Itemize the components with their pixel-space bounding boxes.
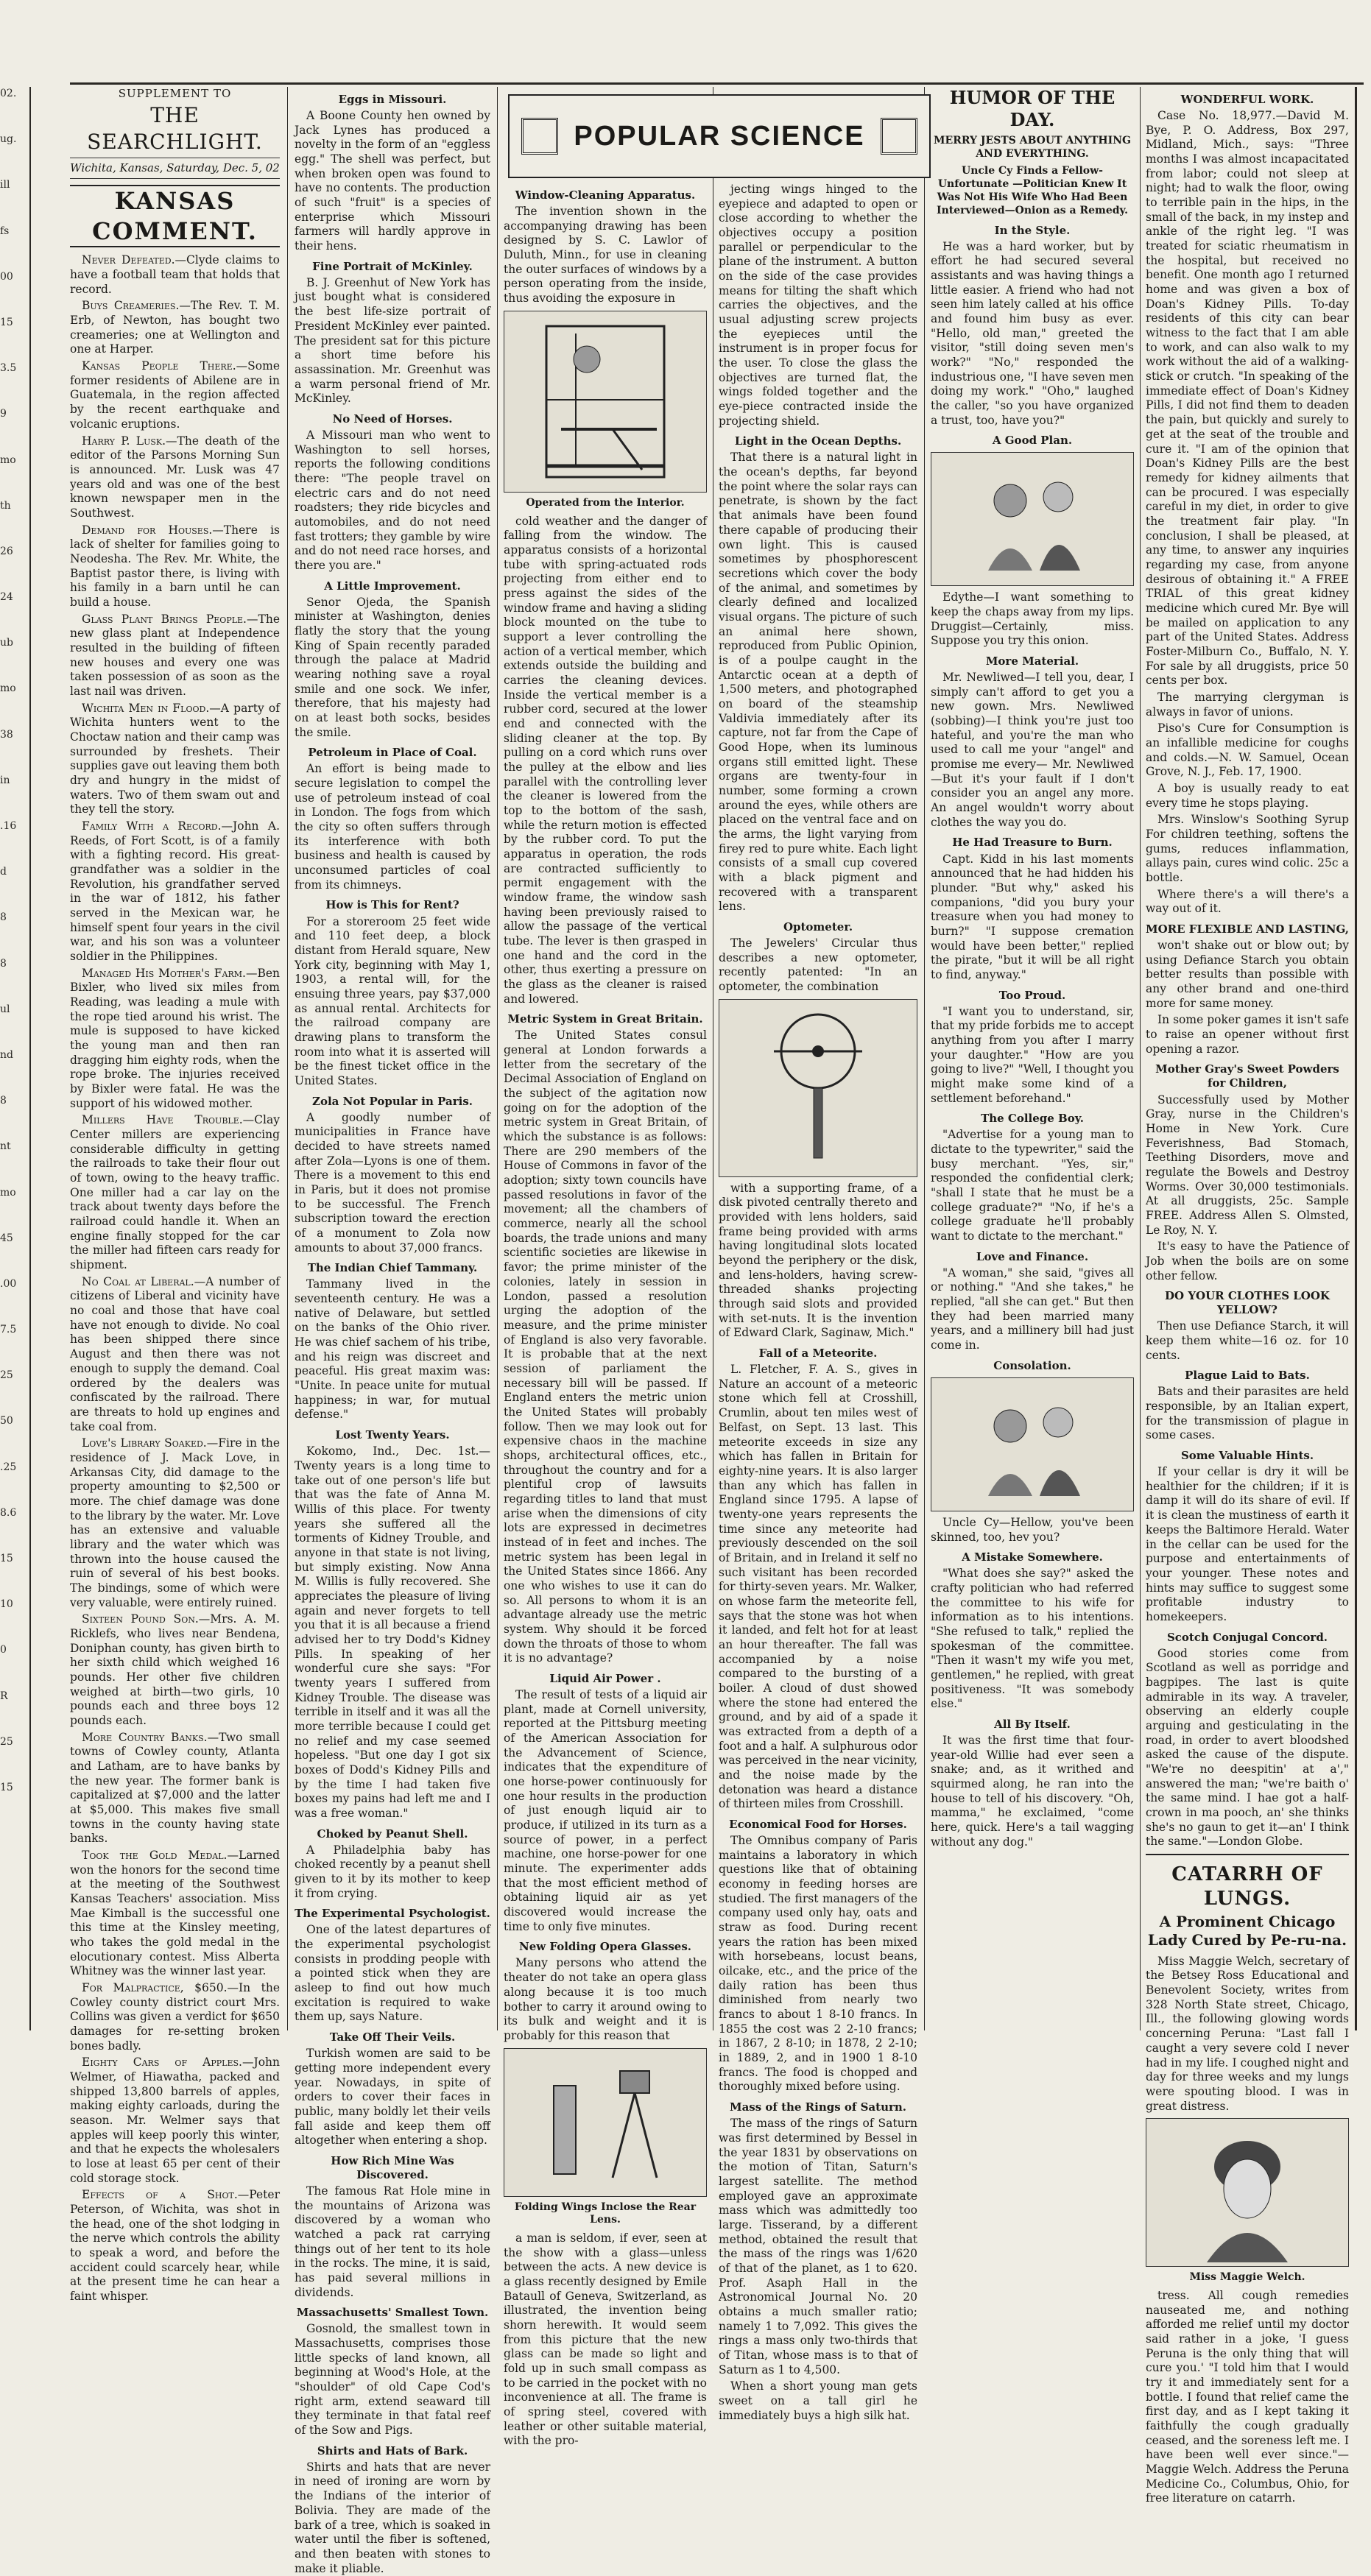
edge-fragment: .00 bbox=[0, 1277, 17, 1290]
kansas-item-lead: Millers Have Trouble. bbox=[82, 1113, 243, 1127]
right-border bbox=[1355, 87, 1357, 2030]
column-rule-4 bbox=[924, 87, 925, 2030]
article-title: How Rich Mine Was Discovered. bbox=[331, 2153, 454, 2181]
kansas-item bbox=[70, 1612, 280, 1728]
article-title: Mass of the Rings of Saturn. bbox=[729, 2100, 907, 2114]
edge-fragment: 8.6 bbox=[0, 1506, 17, 1519]
optometer-drawing-icon bbox=[752, 1007, 884, 1169]
kansas-item-text: —Peter Peterson, of Wichita, was shot in the head, one of the shot lodging in the nerve which controls the ability to speak a word, and before the accident could scarcely hear, while at the present time he can hear a faint whisper. bbox=[70, 2188, 280, 2304]
article-body: A Boone County hen owned by Jack Lynes has produced a novelty in the form of an "eggless egg." The shell was perfect, but when broken open was found to have no contents. The production of such "fruit" is a species of enterprise which Missouri farmers will hardly approve in their hens. bbox=[295, 109, 490, 253]
kansas-item-text: —Two small towns of Cowley county, Atlanta and Latham, are to have banks by the new year. The former bank is capitalized at $7,000 and the latter at $5,000. This makes five small towns in the county having state banks. bbox=[70, 1730, 280, 1846]
kansas-item-text: —A number of citizens of Liberal and vicinity have no coal and those that have coal have not enough to divide. No coal has been shipped there since August and then there was not enough to supply the demand. Coal ordered by the dealers was confiscated by the railroad. There are threats to hold up engines and take coal from. bbox=[70, 1274, 280, 1433]
article-body: Kokomo, Ind., Dec. 1st.—Twenty years is a long time to take out of one person's life but that was the fate of Anna M. Willis of this place. For twenty years she suffered all the torments of Kidney Trouble, and anyone in that state is not living, but simply existing. Now Anna M. Willis is fully recovered. She appreciates the pleasure of living again and never forgets to tell you that it is all because a friend advised her to try Dodd's Kidney Pills. In speaking of her wonderful cure she says: "For twenty years I suffered from Kidney Trouble. The disease was terrible in itself and it was all the more terrible because I could get no relief and my case seemed hopeless. "But one day I got six boxes of Dodd's Kidney Pills and by the time I had taken five boxes my pains had left me and I was a free woman." bbox=[295, 1444, 490, 1820]
edge-fragment: in bbox=[0, 774, 10, 786]
edge-fragment: 15 bbox=[0, 316, 13, 328]
article-body: It's easy to have the Patience of Job when the boils are on some other fellow. bbox=[1146, 1240, 1349, 1282]
kansas-item-lead: Managed His Mother's Farm. bbox=[82, 966, 246, 980]
article-body: Tammany lived in the seventeenth century. He was a native of Delaware, but settled on the banks of the Ohio river. He was chief sachem of his tribe, and his reign was discreet and peaceful. His great maxim was: "Unite. In peace unite for mutual happiness; in war, for mutual defense." bbox=[295, 1277, 490, 1422]
kansas-item bbox=[70, 613, 280, 699]
article-body: For a storeroom 25 feet wide and 110 feet deep, a block distant from Herald square, New York city, beginning with May 1, 1903, a rental will, for the ensuing three years, pay $37,000 as annual rental. Architects for the railroad company are drawing plans to transform the room into what it is asserted will be the finest ticket office in the United States. bbox=[295, 914, 490, 1087]
article-title: Light in the Ocean Depths. bbox=[734, 434, 902, 448]
kansas-item bbox=[70, 1849, 280, 1979]
article-body: Shirts and hats that are never in need of ironing are worn by the Indians of the interior of Bolivia. They are made of the bark of a tree, which is soaked in water until the fiber is softened, and then beaten with stones to make it pliable. bbox=[295, 2460, 490, 2575]
kansas-item-lead: Love's Library Soaked. bbox=[82, 1436, 207, 1450]
edge-fragment: 38 bbox=[0, 728, 13, 741]
article-body: The United States consul general at London forwards a letter from the secretary of the Decimal Association of England on the subject of the agitation now going on for the adoption of the metric system in Great Britain, of which the substance is as follows: There are 290 members of the House of Commons in favor of the adoption; sixty town councils have passed resolutions in favor of the movement; all the chambers of commerce, nearly all the school boards, the trade unions and many scientific societies are likewise in favor; the prime minister of the colonies, lately in session in London, passed a resolution urging the adoption of the measure, and the prime minister of England is also very favorable. It is probable that at the next session of parliament the necessary bill will be passed. If England enters the metric union the United States will probably follow. Then we may look out for expensive chaos in the machine shops, architectural offices, etc., throughout the country and for a plentiful crop of lawsuits regarding titles to land that must arise when the dimensions of city lots are expressed in decimetres instead of in feet and inches. The metric system has been legal in the United States since 1866. Any one who wishes to use it can do so. All persons to whom it is an advantage already use the metric system. Why should it be forced down the throats of those to whom it is no advantage? bbox=[504, 1028, 707, 1665]
kansas-item-lead: Wichita Men in Flood. bbox=[82, 701, 210, 715]
kansas-comment-items bbox=[70, 253, 280, 2304]
article-body: Mrs. Winslow's Soothing Syrup For children teething, softens the gums, reduces inflammation, allays pain, cures wind colic. 25c a bottle. bbox=[1146, 813, 1349, 884]
article-body: The famous Rat Hole mine in the mountains of Arizona was discovered by a woman who watched a pack rat carrying things out of her tent to its hole in the rocks. The mine, it is said, has paid several millions in dividends. bbox=[295, 2184, 490, 2299]
article-body: A goodly number of municipalities in France have decided to have streets named after Zola—Lyons is one of them. There is a movement to this end in Paris, but it does not promise to be successful. The French subscription toward the erection of a monument to Zola now amounts to about 37,000 francs. bbox=[295, 1110, 490, 1255]
catarrh-title: CATARRH OF LUNGS. bbox=[1171, 1863, 1323, 1910]
kansas-item-lead: Harry P. Lusk. bbox=[82, 434, 166, 448]
kansas-item-text: —Mrs. A. M. Ricklefs, who lives near Bendena, Doniphan county, has given birth to her sixth child which weighed 16 pounds. Her other five children weighed at birth—two girls, 10 pounds each and three boys 12 pounds each. bbox=[70, 1612, 280, 1727]
article-title: In the Style. bbox=[994, 223, 1071, 237]
catarrh-body: Miss Maggie Welch, secretary of the Betsey Ross Educational and Benevolent Society, writes from 328 North State street, Chicago, Ill., the following glowing words concerning Peruna: "Last fall I caught a very severe cold I never had in my life. I coughed night and day for three weeks and my lungs were spouting blood. I was in great distress. bbox=[1146, 1954, 1349, 2113]
edge-fragment: 8 bbox=[0, 911, 7, 924]
article-title: Fine Portrait of McKinley. bbox=[312, 259, 473, 273]
article-title: Eggs in Missouri. bbox=[338, 93, 447, 106]
kansas-item-text: —A party of Wichita hunters went to the Choctaw nation and their camp was surrounded by freshets. Their supplies gave out leaving them both dry and hungry in the midst of waters. Two of them swam out and they tell the story. bbox=[70, 701, 280, 816]
column-kansas-comment bbox=[70, 87, 281, 2304]
article-body: One of the latest departures of the experimental psychologist consists in prodding people with a pointed stick when they are asleep to find out how much excitation is required to wake them up, says Nature. bbox=[295, 1923, 490, 2024]
article-body: If your cellar is dry it will be healthier for the children; if it is damp it will do its share of evil. If it is clean the mustiness of earth it keeps the Baltimore Herald. Water in the cellar can be used for the purpose and entertainments of your younger. These notes and hints may suffice to suggest some profitable industry to homekeepers. bbox=[1146, 1465, 1349, 1623]
article-title: Petroleum in Place of Coal. bbox=[308, 746, 477, 760]
edge-fragment: 26 bbox=[0, 545, 13, 557]
edge-fragment: 0 bbox=[0, 1644, 7, 1656]
article-title: MORE FLEXIBLE AND LASTING, bbox=[1146, 922, 1349, 936]
edge-fragment: 15 bbox=[0, 1781, 13, 1793]
article-body: Successfully used by Mother Gray, nurse in the Children's Home in New York. Cure Feverishness, Bad Stomach, Teething Disorders, move and regulate the Bowels and Destroy Worms. Over 30,000 testimonials. At all druggists, 25c. Sample FREE. Address Allen S. Olmsted, Le Roy, N. Y. bbox=[1146, 1093, 1349, 1237]
ornament-left-icon bbox=[521, 118, 558, 155]
edge-fragment: 8 bbox=[0, 1095, 7, 1107]
article-title: Some Valuable Hints. bbox=[1180, 1449, 1314, 1463]
edge-fragment: ub bbox=[0, 637, 13, 649]
left-edge-rule bbox=[29, 87, 31, 2030]
column-2-articles bbox=[295, 93, 490, 2576]
window-cleaner-drawing-icon bbox=[532, 319, 679, 484]
masthead-date: Wichita, Kansas, Saturday, Dec. 5, 02 bbox=[70, 158, 280, 179]
column-6 bbox=[1146, 87, 1349, 2505]
article-body: The mass of the rings of Saturn was first determined by Bessel in the year 1831 by observations on the motion of Titan, Saturn's largest satellite. The method employed gave an approximate mass which was admittedly too large. Tisserand, by a different method, obtained the result that the mass of the rings was 1/620 of that of the planet, as 1 to 620. Prof. Asaph Hall in the Astronomical Journal No. 20 obtains a much smaller ratio; namely 1 to 7,092. This gives the rings a mass only two-thirds that of Titan, whose mass is to that of Saturn as 1 to 4,500. bbox=[719, 2117, 917, 2376]
kansas-item-text: —Ben Bixler, who lived six miles from Reading, was leading a mule with the rope tied around his wrist. The mule is supposed to have kicked the young man and then ran dragging him eighty rods, when the rope broke. The injuries received by Bixler were fatal. He was the support of his widowed mother. bbox=[70, 966, 280, 1110]
good-plan-cartoon bbox=[931, 452, 1134, 586]
article-title: The College Boy. bbox=[981, 1112, 1084, 1126]
column-rule-1 bbox=[287, 87, 288, 2030]
article-body: The Omnibus company of Paris maintains a laboratory in which questions like that of obtaining economy in feeding horses are studied. The first managers of the company used only hay, oats and straw as food. During recent years the ration has been mixed with horsebeans, locust beans, oilcake, etc., and the price of the daily ration has been thus diminished from nearly two francs to about 1 8-10 francs. In 1855 the cost was 2 2-10 francs; in 1867, 2 8-10; in 1878, 2 2-10; in 1889, 2, and in 1900 1 8-10 francs. The food is chopped and thoroughly mixed before using. bbox=[719, 1834, 917, 2094]
edge-fragment: 25 bbox=[0, 1369, 13, 1382]
kansas-item-lead: Kansas People There. bbox=[82, 359, 236, 373]
article-body: Senor Ojeda, the Spanish minister at Washington, denies flatly the story that the young King of Spain recently paraded through the palace at Madrid wearing nothing save a royal smile and one sock. We infer, therefore, that his majesty had on at least both socks, besides the smile. bbox=[295, 595, 490, 739]
article-title: Fall of a Meteorite. bbox=[758, 1347, 878, 1361]
kansas-item-lead: Sixteen Pound Son. bbox=[82, 1612, 199, 1626]
edge-fragment: 8 bbox=[0, 957, 7, 970]
article-title: New Folding Opera Glasses. bbox=[519, 1940, 691, 1954]
kansas-item bbox=[70, 1731, 280, 1846]
article-body: A boy is usually ready to eat every time he stops playing. bbox=[1146, 781, 1349, 810]
edge-fragment: ug. bbox=[0, 133, 17, 146]
kansas-item bbox=[70, 2188, 280, 2304]
article-title: The Experimental Psychologist. bbox=[295, 1907, 490, 1921]
kansas-item-lead: Glass Plant Brings People. bbox=[82, 612, 247, 626]
kansas-item-lead: Never Defeated. bbox=[82, 253, 175, 267]
article-title: Too Proud. bbox=[998, 988, 1066, 1002]
kansas-item-text: —Some former residents of Abilene are in Guatemala, in the region affected by the recent earthquake and volcanic eruptions. bbox=[70, 359, 280, 431]
article-title: Zola Not Popular in Paris. bbox=[312, 1094, 473, 1108]
edge-fragment: 50 bbox=[0, 1415, 13, 1428]
kansas-item-text: —The Rev. T. M. Erb, of Newton, has bought two creameries; one at Wellington and one at Harper. bbox=[70, 299, 280, 356]
article-title: Shirts and Hats of Bark. bbox=[317, 2443, 468, 2457]
edge-fragment: 24 bbox=[0, 591, 13, 604]
consolation-cartoon bbox=[931, 1377, 1134, 1511]
article-body: L. Fletcher, F. A. S., gives in Nature an account of a meteoric stone which fell at Crosshill, Crumlin, about ten miles west of Belfast, on Sept. 13 last. This meteorite exceeds in size any which has fallen in Britain for eighty-nine years. It is also larger than any which has fallen in England since 1795. A lapse of twenty-one years represents the time since any meteorite had previously descended on the soil of Britain, and in Ireland it self no such visitant has been recorded for thirty-seven years. Mr. Walker, on whose farm the meteorite fell, says that the stone was hot when it landed, and felt hot for at least an hour thereafter. The fall was accompanied by a noise compared to the bursting of a boiler. A cloud of dust showed where the stone had entered the ground, and by aid of a spade it was extracted from a depth of a foot and a half. A sulphurous odor was perceived in the near vicinity, and the noise made by the detonation was heard a distance of thirteen miles from Crosshill. bbox=[719, 1363, 917, 1811]
article-body: won't shake out or blow out; by using Defiance Starch you obtain better results than possible with any other brand and one-third more for same money. bbox=[1146, 939, 1349, 1010]
kansas-item-lead: Effects of a Shot. bbox=[82, 2188, 238, 2202]
column-humor bbox=[931, 87, 1134, 2030]
article-title: No Need of Horses. bbox=[332, 412, 453, 426]
catarrh-ad bbox=[1146, 1854, 1349, 2506]
woman-portrait-icon bbox=[1185, 2122, 1310, 2262]
article-title: He Had Treasure to Burn. bbox=[952, 836, 1113, 850]
article-title: Choked by Peanut Shell. bbox=[317, 1827, 468, 1841]
article-title: More Material. bbox=[985, 654, 1079, 668]
article-title: Metric System in Great Britain. bbox=[507, 1012, 703, 1026]
article-body: Edythe—I want something to keep the chaps away from my lips. Druggist—Certainly, miss. Suppose you try this onion. bbox=[931, 590, 1134, 648]
kansas-item-lead: Family With a Record. bbox=[82, 819, 222, 833]
kansas-item-text: —There is lack of shelter for families going to Neodesha. The Rev. Mr. White, the Baptist pastor there, is living with his family in a barn until he can build a house. bbox=[70, 523, 280, 609]
kansas-item-lead: Demand for Houses. bbox=[82, 523, 213, 537]
kansas-item-text: —Fire in the residence of J. Mack Love, in Arkansas City, did damage to the property amounting to $2,500 or more. The chief damage was done to the library by the water. Mr. Love has an extensive and valuable library and the water which was thrown into the house caused the ruin of several of his best books. The bindings, some of which were very valuable, were entirely ruined. bbox=[70, 1436, 280, 1609]
column-6-articles bbox=[1146, 93, 1349, 1849]
masthead-name: THE SEARCHLIGHT. bbox=[87, 103, 263, 154]
article-body: "I want you to understand, sir, that my pride forbids me to accept anything from you after I marry your daughter." "How are you going to live?" "Well, I thought you might make some kind of a settlement beforehand." bbox=[931, 1004, 1134, 1105]
article-title: Mother Gray's Sweet Powders for Children, bbox=[1155, 1062, 1339, 1090]
article-body: An effort is being made to secure legislation to compel the use of petroleum instead of coal in London. The fogs from which the city so often suffers through its interference with both business and health is caused by unconsumed particles of coal from its chimneys. bbox=[295, 762, 490, 892]
kansas-item-lead: Took the Gold Medal. bbox=[82, 1849, 228, 1862]
edge-fragment: 02. bbox=[0, 88, 17, 99]
edge-fragment: mo bbox=[0, 454, 16, 466]
kansas-item bbox=[70, 967, 280, 1112]
article-title: DO YOUR CLOTHES LOOK YELLOW? bbox=[1165, 1289, 1330, 1317]
humor-items bbox=[931, 224, 1134, 1850]
article-title: Window-Cleaning Apparatus. bbox=[515, 188, 696, 202]
article-body: Mr. Newliwed—I tell you, dear, I simply can't afford to get you a new gown. Mrs. Newliwed (sobbing)—I think you're just too hateful, and you're the man who used to call me your "angel" and promise me every— Mr. Newliwed—But it's your fault if I don't consider you an angel any more. An angel wouldn't worry about clothes the way you do. bbox=[931, 671, 1134, 829]
edge-fragment: 10 bbox=[0, 1598, 13, 1611]
edge-fragment: mo bbox=[0, 682, 16, 695]
article-title: The Indian Chief Tammany. bbox=[307, 1261, 478, 1275]
article-title: Liquid Air Power . bbox=[549, 1671, 661, 1685]
kansas-item bbox=[70, 253, 280, 297]
illustration-caption: Operated from the Interior. bbox=[526, 496, 685, 509]
kansas-item bbox=[70, 702, 280, 817]
column-3-popular-science bbox=[504, 183, 707, 2448]
column-rule-5 bbox=[1140, 87, 1141, 2030]
article-body: The marrying clergyman is always in favor of unions. bbox=[1146, 690, 1349, 719]
edge-fragment: 45 bbox=[0, 1232, 13, 1244]
kansas-item bbox=[70, 359, 280, 431]
ornament-right-icon bbox=[881, 118, 917, 155]
portrait-caption: Miss Maggie Welch. bbox=[1189, 2271, 1305, 2284]
edge-fragment: 00 bbox=[0, 270, 13, 283]
optometer-illustration bbox=[719, 999, 917, 1177]
popular-science-heading: POPULAR SCIENCE bbox=[574, 120, 865, 152]
edge-fragment: 9 bbox=[0, 408, 7, 420]
article-body: In some poker games it isn't safe to raise an opener without first opening a razor. bbox=[1146, 1013, 1349, 1056]
article-title: Massachusetts' Smallest Town. bbox=[296, 2306, 489, 2320]
masthead-supplement: SUPPLEMENT TO bbox=[118, 87, 232, 100]
column-4-articles bbox=[719, 183, 917, 2423]
kansas-item bbox=[70, 299, 280, 357]
column-2 bbox=[295, 87, 490, 2575]
window-cleaner-illustration bbox=[504, 311, 707, 493]
kansas-item-lead: For Malpractice, bbox=[82, 1981, 184, 1995]
article-body: Bats and their parasites are held responsible, by an Italian expert, for the transmission of plague in some cases. bbox=[1146, 1385, 1349, 1442]
article-body: It was the first time that four-year-old Willie had ever seen a snake; and, as it writhed and squirmed along, he ran into the house to tell of his discovery. "Oh, mamma," he exclaimed, "come here, quick. Here's a tail wagging without any dog." bbox=[931, 1734, 1134, 1849]
catarrh-body: tress. All cough remedies nauseated me, and nothing afforded me relief until my doctor said rather in a joke, 'I guess Peruna is the only thing that will cure you.' "I told him that I would try it and immediately sent for a bottle. I found that relief came the first day, and as I kept taking it faithfully the cough gradually ceased, and the soreness left me. I have been well ever since."—Maggie Welch. Address the Peruna Medicine Co., Columbus, Ohio, for free literature on catarrh. bbox=[1146, 2288, 1349, 2505]
edge-fragment: 7.5 bbox=[0, 1324, 17, 1336]
kansas-item-text: —The death of the editor of the Parsons Morning Sun is announced. Mr. Lusk was 47 years old and was one of the best known newspaper men in the Southwest. bbox=[70, 434, 280, 520]
article-title: All By Itself. bbox=[994, 1717, 1071, 1731]
article-body: The Jewelers' Circular thus describes a new optometer, recently patented: "In an optometer, the combination bbox=[719, 936, 917, 994]
kansas-item bbox=[70, 1113, 280, 1272]
edge-fragment: fs bbox=[0, 225, 10, 237]
article-body: cold weather and the danger of falling from the window. The apparatus consists of a horizontal tube with spring-actuated rods projecting from either end to press against the sides of the window frame and having a sliding block mounted on the tube to support a lever controlling the action of a vertical member, which extends outside the building and carries the cleaning devices. Inside the vertical member is a rubber cord, secured at the lower end and connected with the sliding cleaner at the top. By pulling on a cord which runs over the pulley at the elbow and lies parallel with the controlling lever the cleaner is lowered from the top to the bottom of the sash, while the return motion is effected by the rubber cord. To put the apparatus in operation, the rods are contracted sufficiently to permit engagement with the window frame, the window sash having been previously raised to allow the passage of the vertical tube. The lever is then grasped in one hand and the cord in the other, thus exerting a pressure on the glass as the cleaner is raised and lowered. bbox=[504, 514, 707, 1006]
article-body: "What does she say?" asked the crafty politician who had referred the committee to his wife for information as to his intentions. "She refused to talk," replied the spokesman of the committee. "Then it wasn't my wife you met, gentlemen," he replied, with great positiveness. "It was somebody else." bbox=[931, 1567, 1134, 1711]
kansas-item-text: $650.—In the Cowley county district court Mrs. Collins was given a verdict for $650 damages for re-setting broken bones badly. bbox=[70, 1981, 281, 2053]
kansas-item-text: —John Welmer, of Hiawatha, packed and shipped 13,800 barrels of apples, making eighty carloads, during the season. Mr. Welmer says that apples will keep poorly this winter, and that he expects the wholesalers to lose at least 65 per cent of their cold storage stock. bbox=[70, 2055, 280, 2185]
kansas-item-lead: Buys Creameries. bbox=[82, 299, 180, 313]
article-title: Optometer. bbox=[783, 920, 853, 934]
kansas-item bbox=[70, 1436, 280, 1610]
edge-fragment: nd bbox=[0, 1048, 13, 1061]
edge-fragment: d bbox=[0, 866, 7, 878]
article-title: Love and Finance. bbox=[976, 1249, 1089, 1263]
article-title: A Good Plan. bbox=[992, 434, 1073, 448]
article-body: Many persons who attend the theater do not take an opera glass along because it is too much bother to carry it around owing to its bulk and weight and it is probably for this reason that bbox=[504, 1956, 707, 2042]
article-body: He was a hard worker, but by effort he had secured several assistants and was having things a little easier. A friend who had not seen him lately called at his office and found him busy as ever. "Hello, old man," greeted the visitor, "still doing seven men's work?" "No," responded the industrious one, "I have seven men doing my work." "Oho," laughed the caller, "so you have organized a trust, too, have you?" bbox=[931, 239, 1135, 427]
kansas-item bbox=[70, 434, 280, 521]
humor-subtitle: MERRY JESTS ABOUT ANYTHING AND EVERYTHING. bbox=[934, 134, 1131, 160]
article-body: A Missouri man who went to Washington to sell horses, reports the following conditions there: "The people travel on electric cars and do not need roadsters; they ride bicycles and automobiles, and do not need fast trotters; they gamble by wire and do not need race horses, and there you are." bbox=[295, 428, 490, 572]
article-body: Turkish women are said to be getting more independent every year. Nowadays, in spite of orders to cover their faces in public, many boldly let their veils fall aside and keep them off altogether when entering a shop. bbox=[295, 2047, 490, 2148]
edge-fragment: R bbox=[0, 1690, 8, 1702]
column-rule-2 bbox=[497, 87, 498, 2030]
edge-fragment: .16 bbox=[0, 820, 17, 832]
article-body: That there is a natural light in the ocean's depths, far beyond the point where the solar rays can penetrate, is shown by the fact that animals have been found there capable of producing their own light. This is caused sometimes by phosphorescent secretions which cover the body of the animal, and sometimes by clearly defined and localized visual organs. The picture of such an animal here shown, reproduced from Public Opinion, is of a poulpe caught in the Antarctic ocean at a depth of 1,500 meters, and photographed on board of the steamship Valdivia immediately after its capture, not far from the Cape of Good Hope, when its luminous organs still emitted light. These organs are twenty-four in number, some forming a crown around the eyes, while others are placed on the ventral face and on the arms, the light varying from firey red to pure white. Each light consists of a small cup covered with a black pigment and recovered with a transparent lens. bbox=[719, 451, 917, 914]
article-title: Scotch Conjugal Concord. bbox=[1166, 1630, 1328, 1644]
article-body: Gosnold, the smallest town in Massachusetts, comprises those little specks of land known, all beginning at Wood's Hole, at the "shoulder" of old Cape Cod's right arm, extend seaward till they terminate in that fatal reef of the Sow and Pigs. bbox=[295, 2322, 490, 2438]
kansas-comment-title: KANSAS COMMENT. bbox=[70, 185, 280, 247]
article-body: Then use Defiance Starch, it will keep them white—16 oz. for 10 cents. bbox=[1146, 1319, 1349, 1362]
edge-fragment: 3.5 bbox=[0, 362, 17, 375]
kansas-item bbox=[70, 1275, 280, 1434]
column-4 bbox=[719, 183, 917, 2422]
article-title: Lost Twenty Years. bbox=[335, 1428, 450, 1442]
article-body: "A woman," she said, "gives all or nothing." "And she takes," he replied, "all she can get." But then they had been married many years, and a millinery bill had just come in. bbox=[931, 1266, 1134, 1352]
article-body: Case No. 18,977.—David M. Bye, P. O. Address, Box 297, Midland, Mich., says: "Three months I was almost incapacitated from labor; could not sleep at night; had to walk the floor, owing to terrible pain in the hips, in the small of the back, in my instep and ankle of the right leg. "I was treated for sciatic rheumatism in the hospital, but received no benefit. One month ago I returned home and was given a box of Doan's Kidney Pills. To-day residents of this city can bear witness to the fact that I am able to work, and can also walk to my work without the aid of a walking-stick or crutch. "In speaking of the immediate effect of Doan's Kidney Pills, I did not find them to deaden the pain, but quickly and surely to get at the seat of the trouble and cure it. "I am of the opinion that Doan's Kidney Pills are the best remedy for kidney ailments that can be procured. I was especially careful in my diet, in order to give the treatment fair play. "In conclusion, I shall be pleased, at any time, to answer any inquiries regarding my case, from anyone desirous of obtaining it." A FREE TRIAL of this great kidney medicine which cured Mr. Bye will be mailed on application to any part of the United States. Address Foster-Milburn Co., Buffalo, N. Y. For sale by all druggists, price 50 cents per box. bbox=[1146, 109, 1349, 688]
edge-fragment: ul bbox=[0, 1003, 10, 1015]
kansas-item-lead: No Coal at Liberal. bbox=[82, 1274, 194, 1288]
edge-fragment: 25 bbox=[0, 1735, 13, 1748]
article-title: Plague Laid to Bats. bbox=[1185, 1369, 1310, 1383]
edge-fragment: .25 bbox=[0, 1461, 17, 1473]
popular-science-heading-box bbox=[508, 94, 931, 178]
article-body: "Advertise for a young man to dictate to the typewriter," said the busy merchant. "Yes, sir," responded the confidential clerk; "shall I state that he must be a college graduate?" "No, if he's a college graduate he'll probably want to dictate to the merchant." bbox=[931, 1128, 1134, 1243]
kansas-item-text: —Clyde claims to have a football team that holds that record. bbox=[70, 253, 280, 296]
article-title: A Mistake Somewhere. bbox=[962, 1550, 1103, 1564]
article-body: The result of tests of a liquid air plant, made at Cornell university, reported at the Pittsburg meeting of the American Association for the Advancement of Science, indicates that the expenditure of one horse-power continuously for one hour results in the production of just enough liquid air to produce, if utilized in its turn as a source of power, in a perfect machine, one horse-power for one minute. The experimenter adds that the most efficient method of obtaining liquid air as yet discovered would increase the time to only five minutes. bbox=[504, 1688, 707, 1933]
article-body: Capt. Kidd in his last moments announced that he had hidden his plunder. "But why," asked his companions, "did you bury your treasure when you had money to burn?" "I suppose cremation would have been better," replied the pirate, "but it will be all right to find, anyway." bbox=[931, 852, 1134, 981]
article-body: B. J. Greenhut of New York has just bought what is considered the best life-size portrait of President McKinley ever painted. The president sat for this picture a short time before his assassination. Mr. Greenhut was a warm personal friend of Mr. McKinley. bbox=[295, 275, 490, 406]
edge-fragment: mo bbox=[0, 1186, 16, 1199]
article-body: jecting wings hinged to the eyepiece and adapted to open or close according to whether the objectives occupy a position parallel or perpendicular to the plane of the instrument. A button on the side of the case provides means for tilting the shaft which carries the objectives, and the usual adjusting screw projects the eyepieces until the instrument is in proper focus for the user. To close the glass the objectives are turned flat, the wings folded together and the eye-piece contracted inside the projecting shield. bbox=[719, 183, 917, 428]
kansas-item bbox=[70, 819, 280, 964]
article-title: Consolation. bbox=[993, 1358, 1071, 1372]
kansas-item-text: —Clay Center millers are experiencing considerable difficulty in getting the railroads to take their flour out of town, owing to the heavy traffic. One miller had a car lay on the track about twenty days before the railroad could handle it. When an engine finally stopped for the car the miller had fifteen cars ready for shipment. bbox=[70, 1113, 280, 1272]
article-body: When a short young man gets sweet on a tall girl he immediately buys a high silk hat. bbox=[719, 2379, 917, 2422]
article-title: A Little Improvement. bbox=[324, 579, 461, 593]
article-title: How is This for Rent? bbox=[325, 898, 459, 912]
kansas-item-lead: More Country Banks. bbox=[82, 1730, 208, 1744]
kansas-item bbox=[70, 1981, 280, 2053]
illustration-caption: Folding Wings Inclose the Rear Lens. bbox=[514, 2201, 697, 2226]
humor-title: HUMOR OF THE DAY. bbox=[949, 87, 1116, 131]
humor-deck: Uncle Cy Finds a Fellow-Unfortunate —Politician Knew It Was Not His Wife Who Had Been Interviewed—Onion as a Remedy. bbox=[937, 165, 1128, 216]
article-body: Uncle Cy—Hellow, you've been skinned, too, hev you? bbox=[931, 1515, 1134, 1544]
article-title: Economical Food for Horses. bbox=[729, 1817, 907, 1831]
article-body: Where there's a will there's a way out of it. bbox=[1146, 887, 1349, 916]
portrait-illustration bbox=[1146, 2118, 1349, 2267]
edge-fragment: th bbox=[0, 499, 11, 512]
catarrh-subtitle: A Prominent Chicago Lady Cured by Pe-ru-na. bbox=[1147, 1913, 1347, 1949]
article-body: with a supporting frame, of a disk pivoted centrally thereto and provided with lens holders, said frame being provided with arms having longitudinal slots located beyond the periphery or the disk, and lens-holders, having screw-threaded shanks projecting through said slots and provided with set-nuts. It is the invention of Edward Clark, Saginaw, Mich." bbox=[719, 1181, 917, 1340]
article-body: The invention shown in the accompanying drawing has been designed by S. C. Lawlor of Duluth, Minn., for use in cleaning the outer surfaces of windows by a person operating from the inside, thus avoiding the exposure in bbox=[504, 205, 707, 306]
opera-glasses-illustration bbox=[504, 2048, 707, 2197]
kansas-item bbox=[70, 2055, 280, 2186]
kansas-item-text: —Larned won the honors for the second time at the meeting of the Southwest Kansas Teachers' association. Miss Mae Kimball is the successful one this time at the Kinsley meeting, who takes the gold medal in the elocutionary contest. Miss Alberta Whitney was the winner last year. bbox=[70, 1849, 280, 1978]
edge-fragment: nt bbox=[0, 1140, 11, 1153]
article-body: Good stories come from Scotland as well as porridge and bagpipes. The last is quite admirable in its way. A traveler, observing an elderly couple arguing and gesticulating in the road, in order to avert bloodshed asked the cause of the dispute. "We're no deespitin' at a'," answered the man; "we're baith o' the same mind. I hae got a half-crown in ma pooch, an' she thinks she's no gaun to get it—an' I think the same."—London Globe. bbox=[1146, 1646, 1349, 1849]
opera-glasses-drawing-icon bbox=[532, 2056, 679, 2189]
edge-fragment: ill bbox=[0, 179, 10, 191]
article-body: a man is seldom, if ever, seen at the show with a glass—unless between the acts. A new device is a glass recently designed by Emile Bataull of Geneva, Switzerland, as illustrated, the invention being shorn herewith. It would seem from this picture that the new glass can be made so light and fold up in such small compass as to be carried in the pocket with no inconvenience at all. The frame is of spring steel, covered with leather or other suitable material, with the pro- bbox=[504, 2231, 707, 2448]
kansas-item bbox=[70, 523, 280, 610]
top-rule bbox=[70, 82, 1364, 85]
edge-fragment: 15 bbox=[0, 1553, 13, 1564]
article-body: Piso's Cure for Consumption is an infallible medicine for coughs and colds.—N. W. Samuel, Ocean Grove, N. J., Feb. 17, 1900. bbox=[1146, 721, 1349, 779]
left-edge-fragments bbox=[0, 87, 28, 2030]
article-title: Take Off Their Veils. bbox=[329, 2030, 456, 2044]
article-body: A Philadelphia baby has choked recently by a peanut shell given to it by its mother to keep it from crying. bbox=[295, 1843, 490, 1900]
kansas-item-text: —John A. Reeds, of Fort Scott, is of a family with a fighting record. His great-grandfather was a soldier in the Revolution, his grandfather served in the war of 1812, his father served in the Mexican war, he himself spent four years in the civil war, and his son was a volunteer soldier in the Philippines. bbox=[70, 819, 281, 964]
kansas-item-text: —The new glass plant at Independence resulted in the building of fifteen new houses and every one was taken possession of as soon as the last nail was driven. bbox=[70, 612, 280, 698]
article-title: WONDERFUL WORK. bbox=[1180, 93, 1314, 106]
kansas-item-lead: Eighty Cars of Apples. bbox=[82, 2055, 242, 2069]
masthead bbox=[70, 87, 280, 179]
